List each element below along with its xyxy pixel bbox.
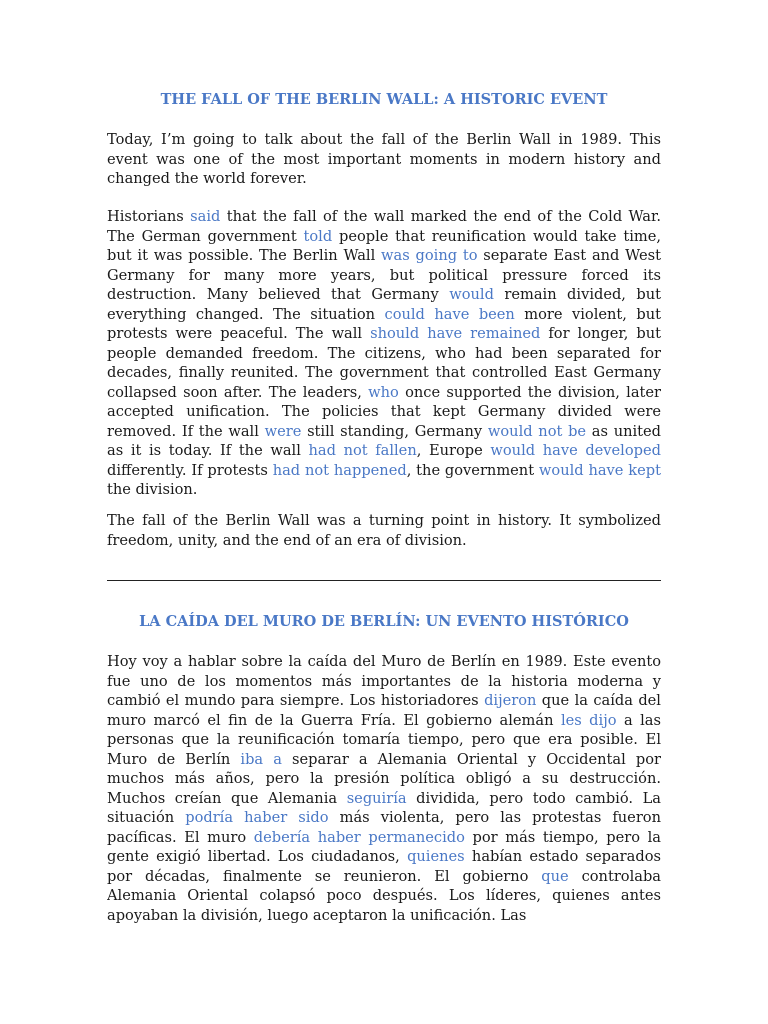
highlighted-phrase: dijeron — [484, 692, 537, 709]
spanish-body-paragraph: Hoy voy a hablar sobre la caída del Muro de Berlín en 1989. Este evento fue uno de los momentos más importantes de la historia moderna y cambió el mundo para siempre. Los historiadores dijeron que la caída del muro marcó el fin de la Guerra Fría. El gobierno alemán les dijo a las personas que la reunificación tomaría tiempo, pero que era posible. El Muro de Berlín iba a separar a Alemania Oriental y Occidental por muchos más años, pero la presión política obligó a su destrucción. Muchos creían que Alemania seguiría dividida, pero todo cambió. La situación podría haber sido más violenta, pero las protestas fueron pacíficas. El muro debería haber permanecido por más tiempo, pero la gente exigió libertad. Los ciudadanos, quienes habían estado separados por décadas, finalmente se reunieron. El gobierno que controlaba Alemania Oriental colapsó poco después. Los líderes, quienes antes apoyaban la división, luego aceptaron la unificación. Las — [107, 653, 661, 924]
highlighted-phrase: would have kept — [538, 461, 661, 479]
highlighted-phrase: could have been — [384, 305, 515, 323]
highlighted-phrase: said — [190, 208, 221, 225]
highlighted-phrase: had not happened — [272, 461, 407, 479]
highlighted-phrase: que — [541, 867, 569, 885]
english-intro-paragraph: Today, I’m going to talk about the fall of the Berlin Wall in 1989. This event was one of the most important moments in modern history and changed the world forever. — [107, 131, 661, 187]
highlighted-phrase: les dijo — [560, 711, 617, 729]
highlighted-phrase: seguiría — [346, 789, 407, 807]
highlighted-phrase: were — [264, 422, 302, 440]
english-title: THE FALL OF THE BERLIN WALL: A HISTORIC EVENT — [160, 91, 608, 108]
highlighted-phrase: had not fallen — [308, 442, 417, 459]
english-body-paragraph: Historians said that the fall of the wall marked the end of the Cold War. The German government told people that reunification would take time, but it was possible. The Berlin Wall was going to separate East and West Germany for many more years, but political pressure forced its destruction. Many believed that Germany would remain divided, but everything changed. The situation could have been more violent, but protests were peaceful. The wall should have remained for longer, but people demanded freedom. The citizens, who had been separated for decades, finally reunited. The government that controlled East Germany collapsed soon after. The leaders, who once supported the division, later accepted unification. The policies that kept Germany divided were removed. If the wall were still standing, Germany would not be as united as it is today. If the wall had not fallen, Europe would have developed differently. If protests had not happened, the government would have kept the division. — [107, 208, 662, 498]
highlighted-phrase: iba a — [240, 750, 282, 768]
highlighted-phrase: debería haber permanecido — [253, 828, 465, 846]
section-divider — [107, 580, 661, 581]
highlighted-phrase: should have remained — [370, 325, 541, 342]
highlighted-phrase: podría haber sido — [185, 809, 329, 826]
spanish-title: LA CAÍDA DEL MURO DE BERLÍN: UN EVENTO HISTÓRICO — [139, 613, 629, 630]
highlighted-phrase: quienes — [407, 848, 465, 865]
highlighted-phrase: would — [449, 286, 494, 303]
highlighted-phrase: told — [303, 227, 333, 245]
highlighted-phrase: who — [368, 383, 399, 401]
highlighted-phrase: was going to — [381, 247, 478, 264]
highlighted-phrase: would not be — [487, 422, 587, 440]
english-conclusion-paragraph: The fall of the Berlin Wall was a turning point in history. It symbolized freedom, unity, and the end of an era of division. — [107, 512, 661, 549]
highlighted-phrase: would have developed — [490, 442, 661, 459]
